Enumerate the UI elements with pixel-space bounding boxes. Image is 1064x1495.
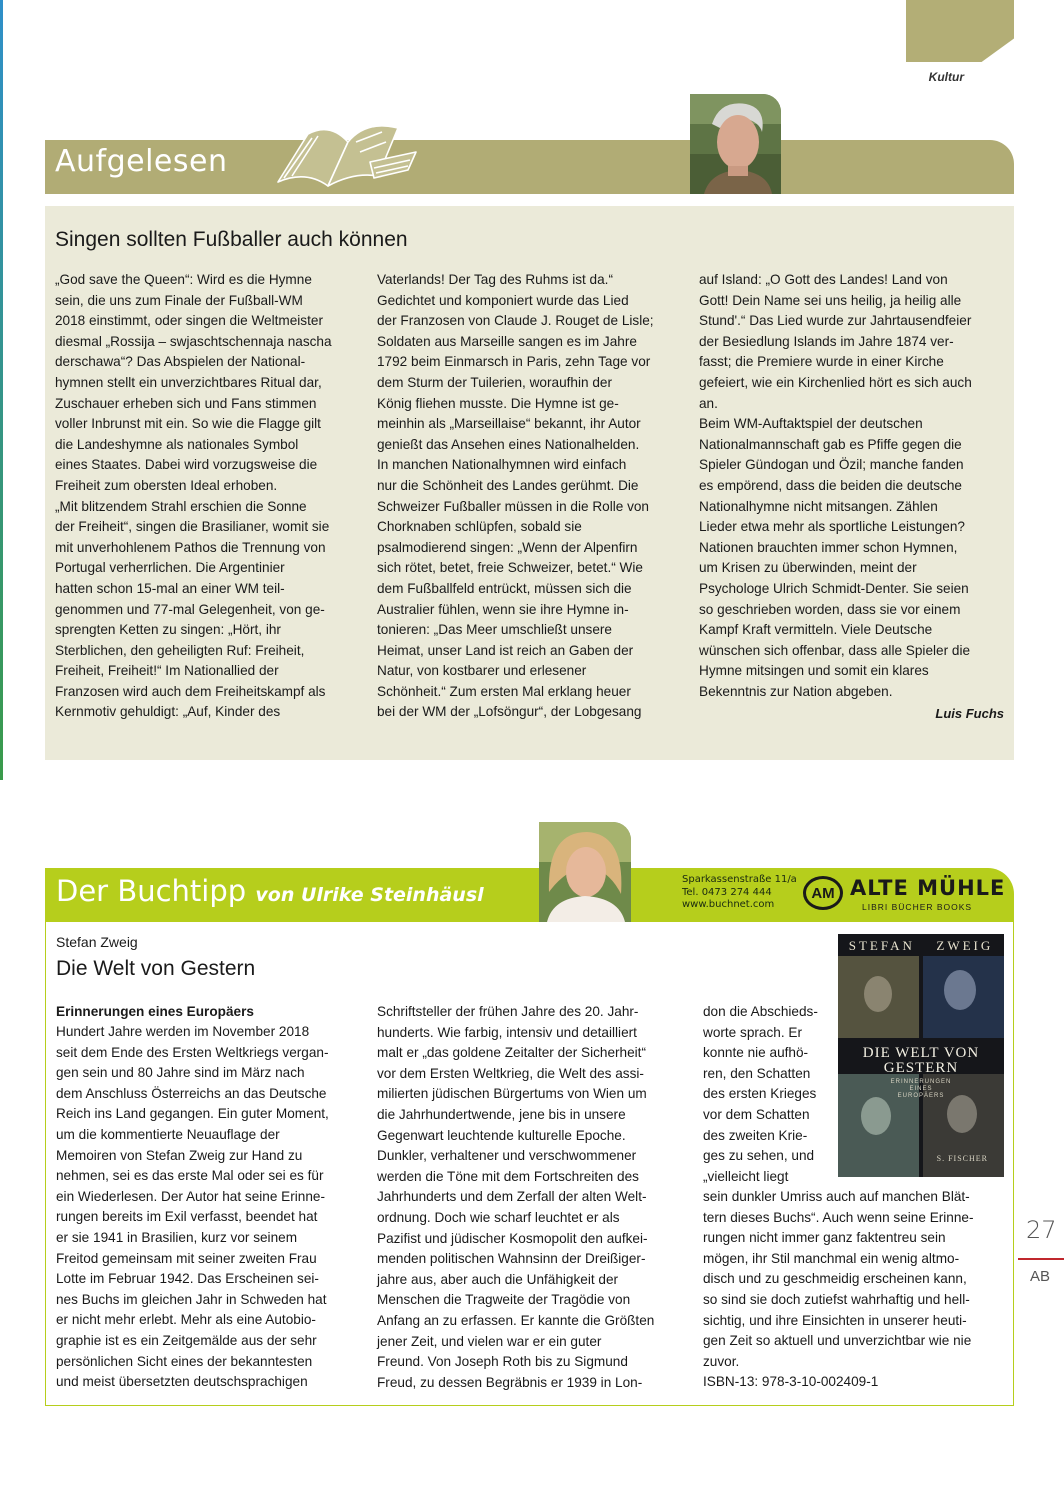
buchtipp-column-3-wide: sein dunkler Umriss auch auf manchen Blät- tern dieses Buchs“. Auch wenn seine Erinne- rungen nicht immer ganz faktentreu sein mögen, ihr Stil manchmal ein wenig altmo- disch und zu geschmeidig erscheinen kann, so sind sie doch zutiefst wahrhaftig und hell- sichtig, und ihre Einsichten in unserer heuti- gen Zeit so aktuell und unverzichtbar wie nie zuvor. ISBN-13: 978-3-10-002409-1 xyxy=(703,1189,974,1390)
open-book-icon xyxy=(270,112,420,190)
cover-subtitle: ERINNERUNGEN EINES EUROPÄERS xyxy=(890,1079,952,1099)
shop-address: Sparkassenstraße 11/a Tel. 0473 274 444 www.buchnet.com xyxy=(682,874,797,910)
page-edge-strip xyxy=(0,0,3,780)
book-title: Die Welt von Gestern xyxy=(56,957,256,980)
aufgelesen-title: Aufgelesen xyxy=(55,144,228,179)
article-subheading: Erinnerungen eines Europäers xyxy=(56,1004,254,1019)
buchtipp-title xyxy=(56,874,484,908)
buchtipp-column-3-narrow: don die Abschieds- worte sprach. Er konnte nie aufhö- ren, den Schatten des ersten Krieges vor dem Schatten des zweiten Krie- ges zu sehen, und „vielleicht liegt xyxy=(703,1004,818,1184)
article-column-1: „God save the Queen“: Wird es die Hymne sein, die uns zum Finale der Fußball-WM 2018 einstimmt, oder singen die Weltmeister diesmal „Rossija – swjaschtschennaja nascha derschawa“? Das Abspielen der National- hymnen stellt ein unverzichtbares Ritual dar, Zuschauer erheben sich und Fans stimmen voller Inbrunst mit ein. So wie die Flagge gilt die Landeshymne als nationales Symbol eines Staates. Dabei wird vorzugsweise die Freiheit zum obersten Ideal erhoben. „Mit blitzendem Strahl erschien die Sonne der Freiheit“, singen die Brasilianer, womit sie mit unverhohlenem Pathos die Trennung von Portugal verherrlichen. Die Argentinier hatten schon 15-mal an einer WM teil- genommen und 77-mal Gelegenheit, von ge- sprengten Ketten zu singen: „Hört, ihr Sterblichen, den geheiligten Ruf: Freiheit, Freiheit, Freiheit!“ Im Nationallied der Franzosen wird auch dem Freiheitskampf als Kernmotiv gehuldigt: „Auf, Kinder des xyxy=(55,272,332,720)
magazine-abbreviation: AB xyxy=(1030,1268,1051,1285)
article-column-2: Vaterlands! Der Tag des Ruhms ist da.“ Gedichtet und komponiert wurde das Lied der Franzosen von Claude J. Rouget de Lisle; Soldaten aus Marseille sangen es im Jahre 1792 beim Einmarsch in Paris, zehn Tage vor dem Sturm der Tuilerien, woraufhin der König fliehen musste. Die Hymne ist ge- meinhin als „Marseillaise“ bekannt, ihr Autor genießt das Ansehen eines Nationalhelden. In manchen Nationalhymnen wird einfach nur die Schönheit des Landes gerühmt. Die Schweizer Fußballer müssen in die Rolle von Chorknaben schlüpfen, sobald sie psalmodierend singen: „Wenn der Alpenfirn sich rötet, betet, freie Schweizer, betet.“ Wie dem Fußballfeld entrückt, müssen sich die Australier fühlen, wenn sie ihre Hymne in- tonieren: „Das Meer umschließt unsere Heimat, unser Land ist reich an Gaben der Natur, von kostbarer und erlesener Schönheit.“ Zum ersten Mal erklang heuer bei der WM der „Lofsöngur“, der Lobgesang xyxy=(377,272,654,720)
shop-name: ALTE MÜHLE xyxy=(850,876,1006,900)
article-heading: Singen sollten Fußballer auch können xyxy=(55,228,408,251)
cover-author-last: ZWEIG xyxy=(936,938,994,953)
buchtipp-column-2: Schriftsteller der frühen Jahre des 20. Jahr- hunderts. Wie farbig, intensiv und detailliert malt er „das goldene Zeitalter der Sicherheit“ vor dem Ersten Weltkrieg, die Welt des assi- milierten jüdischen Bürgertums von Wien um die Jahrhundertwende, jene bis in unsere Gegenwart leuchtende kulturelle Epoche. Dunkler, verhaltener und verschwommener werden die Töne mit dem Fortschreiten des Jahrhunderts und dem Zerfall der alten Welt- ordnung. Doch wie scharf leuchtet er als Pazifist und jüdischer Kosmopolit den aufkei- menden politischen Wahnsinn der Dreißiger- jahre aus, aber auch die Unfähigkeit der Menschen die Tragweite der Tragödie von Anfang an zu erfassen. Er kannte die Größten jener Zeit, und vielen war er ein guter Freund. Von Joseph Roth bis zu Sigmund Freud, zu dessen Begräbnis er 1939 in Lon- xyxy=(377,1004,655,1390)
buchtipp-title-text: Der Buchtipp xyxy=(56,874,247,908)
reviewer-photo xyxy=(539,822,631,922)
article-author: Luis Fuchs xyxy=(935,706,1004,721)
author-photo xyxy=(690,94,781,194)
page-number-rule xyxy=(1018,1258,1064,1260)
book-cover xyxy=(838,934,1004,1177)
buchtipp-column-1: Hundert Jahre werden im November 2018 seit dem Ende des Ersten Weltkriegs vergan- gen sein und 80 Jahre sind im März nach dem Anschluss Österreichs an das Deutsche Reich ins Land gegangen. Ein guter Moment, um die kommentierte Neuauflage der Memoiren von Stefan Zweig zur Hand zu nehmen, sei es das erste Mal oder sei es für ein Wiederlesen. Der Autor hat seine Erinne- rungen bereits im Exil verfasst, beendet hat er sie 1941 in Brasilien, kurz vor seinem Freitod gemeinsam mit seiner zweiten Frau Lotte im Februar 1942. Das Erscheinen sei- nes Buchs im gleichen Jahr in Schweden hat er nicht mehr erlebt. Mehr als eine Autobio- graphie ist es ein Zeitgemälde aus der sehr persönlichen Sicht eines der bekanntesten und meist übersetzten deutschsprachigen xyxy=(56,1024,329,1390)
section-label: Kultur xyxy=(928,70,964,84)
shop-logo-icon: AM xyxy=(803,876,843,910)
shop-subtitle: LIBRI BÜCHER BOOKS xyxy=(862,902,973,912)
cover-author-first: STEFAN xyxy=(848,938,915,953)
article-column-3: auf Island: „O Gott des Landes! Land von Gott! Dein Name sei uns heilig, ja heilig alle Stund'.“ Das Lied wurde zur Jahrtausendfeier der Besiedlung Islands im Jahre 1874 ver- fasst; die Premiere wurde in einer Kirche gefeiert, wie ein Kirchenlied hört es sich auch an. Beim WM-Auftaktspiel der deutschen Nationalmannschaft gab es Pfiffe gegen die Spieler Gündogan und Özil; manche fanden es empörend, dass die beiden die deutsche Nationalhymne nicht mitsangen. Zählen Lieder etwa mehr als sportliche Leistungen? Nationen brauchten immer schon Hymnen, um Krisen zu überwinden, meint der Psychologe Ulrich Schmidt-Denter. Sie seien so geschrieben worden, dass sie vor einem Kampf Kraft vermitteln. Viele Deutsche wünschen sich offenbar, dass alle Spieler die Hymne mitsingen und somit ein klares Bekenntnis zur Nation abgeben. xyxy=(699,272,972,699)
buchtipp-byline: von Ulrike Steinhäusl xyxy=(255,884,484,906)
section-tab xyxy=(906,0,1014,62)
cover-title: DIE WELT VON GESTERN xyxy=(862,1045,980,1076)
book-author: Stefan Zweig xyxy=(56,934,138,950)
cover-publisher: S. FISCHER xyxy=(936,1154,988,1163)
cover-author xyxy=(838,938,1004,954)
page-number: 27 xyxy=(1026,1216,1057,1244)
